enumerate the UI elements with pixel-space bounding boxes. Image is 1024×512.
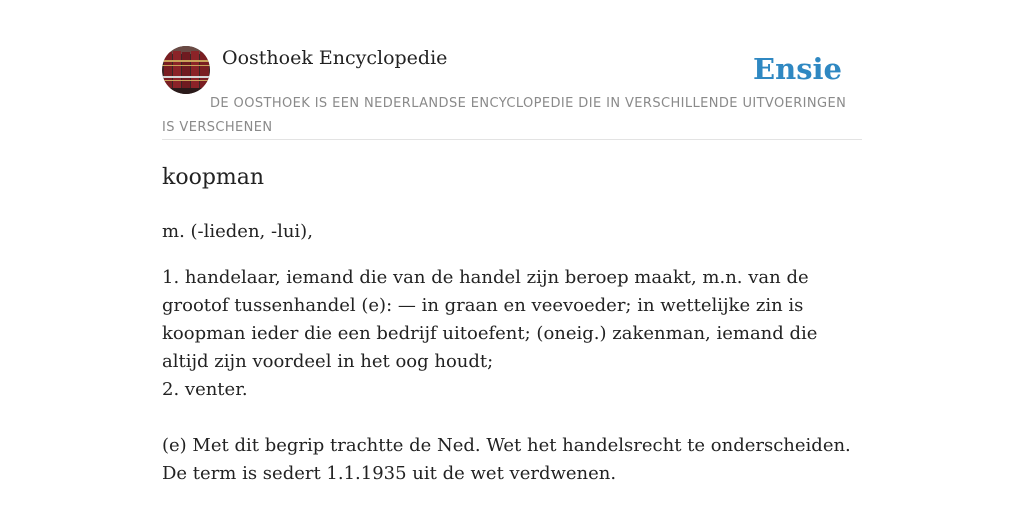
definition-sense-1: 1. handelaar, iemand die van de handel zijn beroep maakt, m.n. van de grootof tussenhandel (e): — in graan en veevoeder; in wettelijke zin is koopman ieder die een bedrijf uitoefent; (oneig.) zakenman, iemand die altijd zijn voordeel in het oog houdt;	[162, 267, 818, 372]
page-title: koopman	[162, 165, 265, 190]
definition-note: (e) Met dit begrip trachtte de Ned. Wet het handelsrecht te onderscheiden. De term is sedert 1.1.1935 uit de wet verdwenen.	[162, 435, 851, 484]
definition	[162, 264, 864, 404]
site-header	[162, 46, 862, 140]
site-name[interactable]: Oosthoek Encyclopedie	[222, 47, 448, 69]
brand-logo[interactable]: Ensie	[753, 52, 842, 86]
entry-content	[162, 160, 864, 488]
site-tagline: DE OOSTHOEK IS EEN NEDERLANDSE ENCYCLOPEDIE DIE IN VERSCHILLENDE UITVOERINGEN IS VERSCHENEN	[162, 96, 847, 135]
encyclopedia-books-icon[interactable]	[162, 46, 210, 94]
grammar-info: m. (-lieden, -lui),	[162, 221, 313, 242]
definition-sense-2: 2. venter.	[162, 379, 248, 400]
